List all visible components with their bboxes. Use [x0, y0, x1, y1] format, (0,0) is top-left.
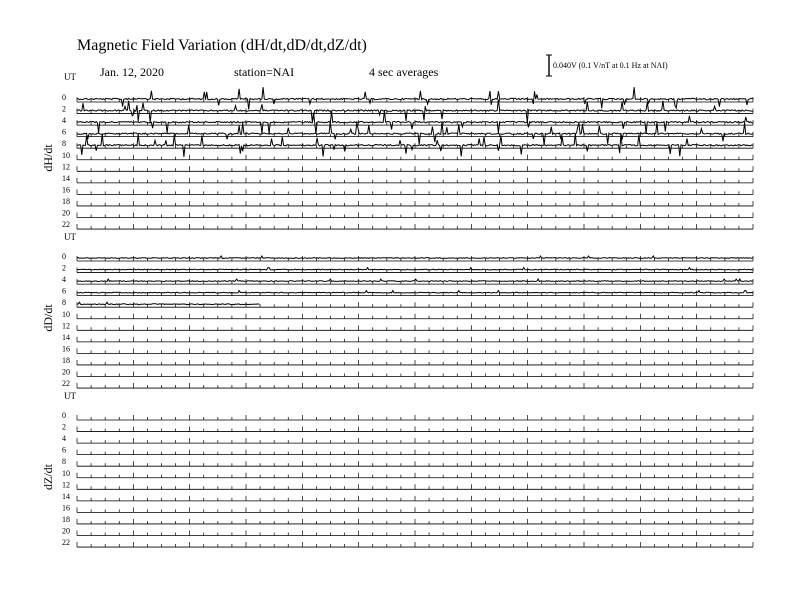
panels — [41, 72, 753, 547]
ut-label: UT — [64, 72, 76, 82]
ut-label: UT — [64, 232, 76, 242]
hour-tick-label: 10 — [62, 309, 70, 319]
date-label: Jan. 12, 2020 — [100, 65, 164, 79]
hour-tick-label: 18 — [62, 196, 70, 206]
data-trace — [77, 100, 753, 123]
hour-tick-label: 16 — [62, 344, 70, 354]
hour-tick-label: 18 — [62, 355, 70, 365]
hour-tick-label: 12 — [62, 480, 70, 490]
averaging-label: 4 sec averages — [369, 65, 439, 79]
data-trace — [77, 302, 260, 304]
hour-tick-label: 22 — [62, 379, 70, 389]
panel-dz-dt — [41, 391, 753, 547]
hour-tick-label: 4 — [62, 275, 66, 285]
hour-tick-label: 22 — [62, 220, 70, 230]
hour-tick-label: 18 — [62, 514, 70, 524]
hour-tick-label: 4 — [62, 434, 66, 444]
panel-dh-dt — [41, 72, 753, 229]
hour-tick-label: 4 — [62, 116, 66, 126]
hour-tick-label: 2 — [62, 104, 66, 114]
hour-tick-label: 8 — [62, 457, 66, 467]
scale-bar-label: 0.040V (0.1 V/nT at 0.1 Hz at NAI) — [553, 61, 668, 70]
hour-tick-label: 14 — [62, 173, 70, 183]
panel-ylabel: dD/dt — [41, 304, 55, 332]
hour-tick-label: 8 — [62, 139, 66, 149]
hour-tick-label: 8 — [62, 298, 66, 308]
hour-tick-label: 2 — [62, 422, 66, 432]
scale-bar — [546, 55, 552, 76]
chart-title: Magnetic Field Variation (dH/dt,dD/dt,dZ/dt) — [77, 37, 367, 54]
hour-tick-label: 22 — [62, 538, 70, 548]
hour-tick-label: 10 — [62, 150, 70, 160]
hour-tick-label: 0 — [62, 93, 66, 102]
hour-tick-label: 20 — [62, 367, 70, 377]
panel-dd-dt — [41, 232, 753, 388]
hour-tick-label: 6 — [62, 286, 66, 296]
hour-tick-label: 10 — [62, 468, 70, 478]
panel-ylabel: dH/dt — [41, 144, 55, 172]
hour-tick-label: 20 — [62, 208, 70, 218]
hour-tick-label: 6 — [62, 445, 66, 455]
hour-tick-label: 16 — [62, 503, 70, 513]
hour-tick-label: 20 — [62, 526, 70, 536]
panel-ylabel: dZ/dt — [41, 464, 55, 490]
hour-tick-label: 0 — [62, 252, 66, 261]
hour-tick-label: 2 — [62, 263, 66, 273]
hour-tick-label: 14 — [62, 332, 70, 342]
hour-tick-label: 16 — [62, 185, 70, 195]
ut-label: UT — [64, 391, 76, 401]
hour-tick-label: 12 — [62, 321, 70, 331]
hour-tick-label: 0 — [62, 411, 66, 420]
hour-tick-label: 6 — [62, 127, 66, 137]
hour-tick-label: 14 — [62, 491, 70, 501]
hour-tick-label: 12 — [62, 162, 70, 172]
station-label: station=NAI — [234, 65, 295, 79]
